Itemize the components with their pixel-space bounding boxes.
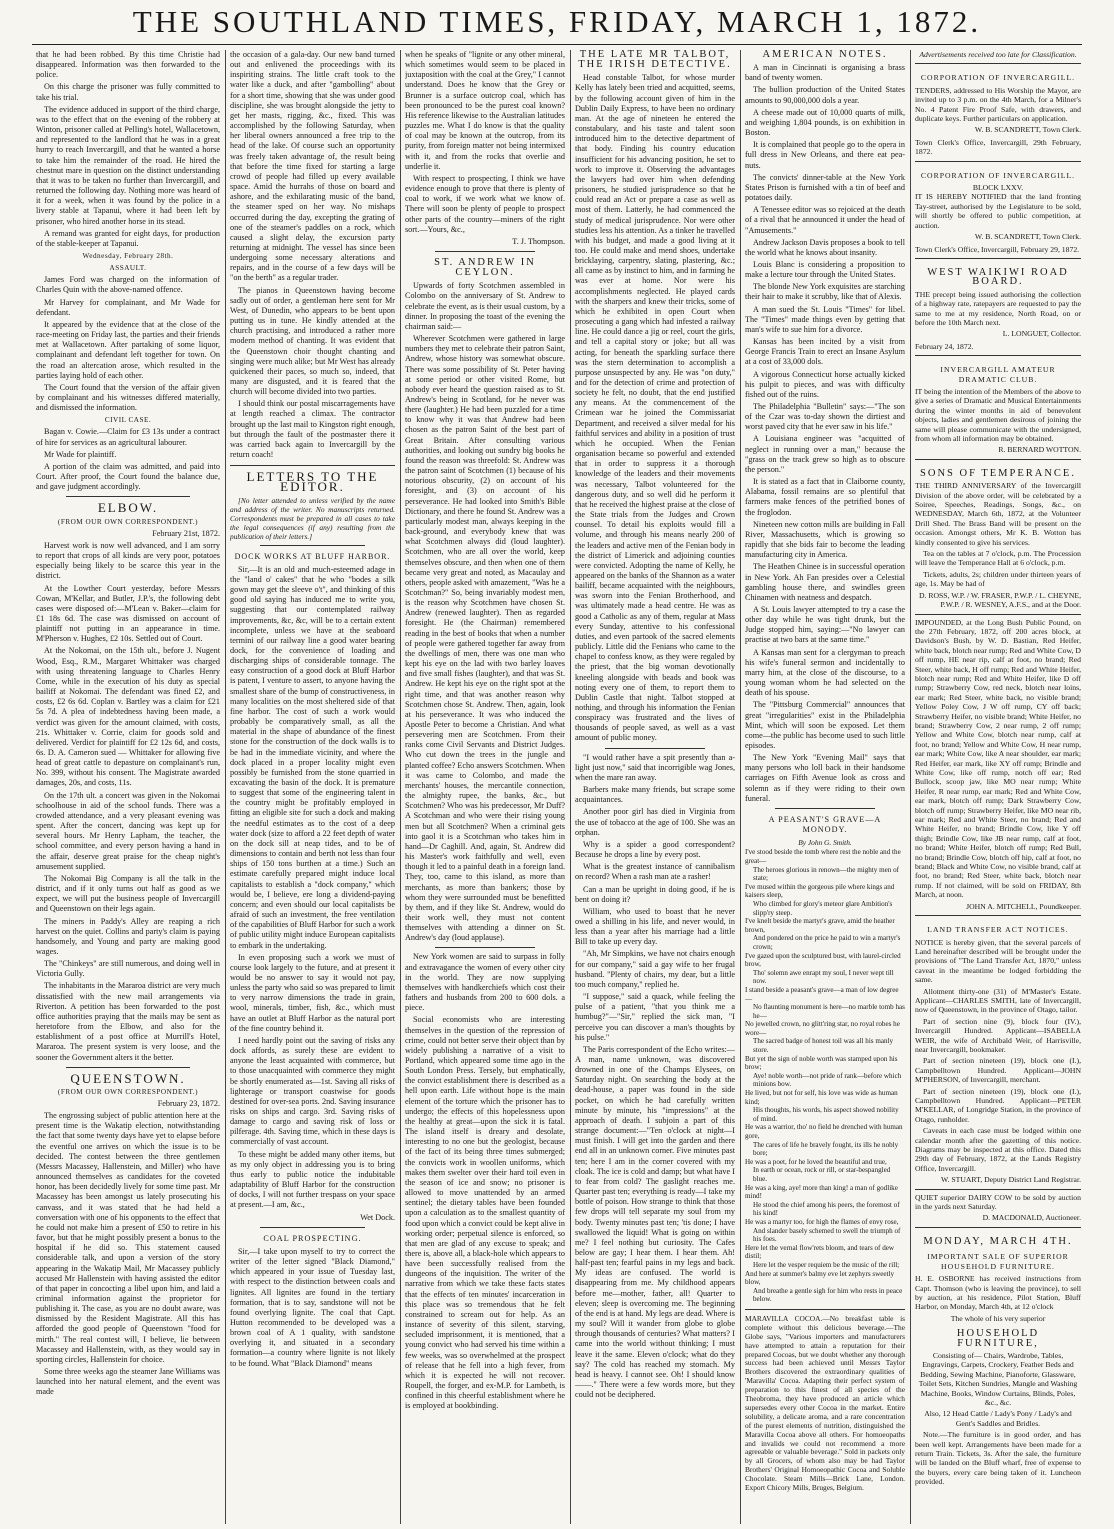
note-paragraph: A vigorous Connecticut horse actually kicked his pulpit to pieces, and was with difficulty fished out of the ruins. (745, 369, 905, 399)
ad-signature: R. BERNARD WOTTON. (998, 445, 1081, 455)
note-paragraph: Louis Blanc is considering a proposition to make a lecture tour through the United States. (745, 259, 905, 280)
poem-line: And breathe a gentle sigh for him who rests in peace below. (753, 1286, 903, 1304)
section-heading-talbot: THE LATE MR TALBOT, THE IRISH DETECTIVE. (578, 50, 732, 71)
ad-date: Town Clerk's Office, Invercargill, 29th February, 1872. (915, 137, 1081, 157)
poem-line: His thoughts, his words, his aspect showed nobility of mind. (753, 1106, 899, 1123)
section-rule (260, 545, 365, 546)
correspondent-line: (FROM OUR OWN CORRESPONDENT.) (57, 1087, 199, 1096)
ad-dramatic-club (915, 355, 1081, 455)
letter-paragraph: I need hardly point out the saving of risks any dock affords, as surely these are evident to anyone the least acquainted with commerce, but to those unacquainted with commerce they might be shortly enumerated as—1st. Saving all risks of lighterage or transport coastwise for goods destined for over-sea ports. 2nd. Saving insurance risks on ships and cargo. 3rd. Saving risks of damage to cargo and saving risk of loss or pilferage. 4th. Saving time, which in these days is commercially of vast account. (230, 1035, 395, 1147)
column-divider (225, 50, 226, 1524)
ad-impounded (915, 614, 1081, 912)
ad-body: IMPOUNDED, at the Long Bush Public Pound, on the 27th February, 1872, off 200 acres block, at Davidson's Bush, by W. D. Bastian, Red Heifer, white back, blotch near rump; Red and White Cow, D off rump, HE near rip, calf at foot, no brand; Red Steer, white back, H off rump; Red and White Heifer, blotch near rump; Red and White Heifer, like D off rump; Strawberry Cow, red neck, blotch near loins, ear mark; Red Steer, white back, no visible brand; Yellow Poley Cow, J W off rump, CY off back; Strawberry Heifer, no visible brand; White Heifer, no brand; Strawberry Cow, 2 near rump, 2 off rump; Yellow and White Cow, blotch near rump, calf at foot, no brand; Yellow and White Cow, H near rump, ear mark; White Cow, like A near shoulder, ear mark; Red Heifer, ear mark, like XY off rump; Brindle and White Cow, like off rump, notch off ear; Red Bullock, scoop jaw, like MO near rump; White Heifer, R near rump, ear mark; Red and White Cow, ear mark, blotch off rump; Dark Strawberry Cow, blotch off rump; Strawberry Heifer, like MO near rib, ear mark; Red and White Steer, no brand; Red and White Heifer, no brand; Brindle Cow, like Y off thigh; Brindle Cow, like JB near rump, calf at foot, no brand; White Heifer, blotch off rump; Red Bull, no brand; Brindle Cow, blotch off hip, calf at foot, no brand; Black and White Cow, no visible brand, calf at foot, no brand; Red Steer, white back, blotch near rump. If not claimed, will be sold on FRIDAY, 8th March, at noon. (915, 617, 1081, 900)
poem-line: And slander basely schemed to swell the triumph of his foes. (753, 1226, 901, 1244)
article-paragraph: that he had been robbed. By this time Christie had disappeared. Information was then forwarded to the police. (36, 50, 220, 80)
poem-line: Who climbed for glory's meteor glare Ambition's slipp'ry steep. (753, 899, 893, 917)
ad-heading: SONS OF TEMPERANCE. (920, 467, 1076, 479)
column-1 (36, 50, 220, 1524)
column-divider (400, 50, 401, 1524)
article-paragraph: The evidence adduced in support of the third charge, was to the effect that on the evening of the robbery at Winton, prisoner called at Pelling's hotel, Wallacetown, and represented to the landlord that he was in a great hurry to reach Invercargill, and that he wanted a horse to take him the remainder of the road. He hired the chestnut mare in question on the distinct understanding that it was to be taken no further than Invercargill, and returned the following day. Nothing more was heard of it for a week, when it was found by the police in a livery stable at Tapanui, where it had been left by prisoner, who hired another horse in its stead. (36, 104, 220, 226)
article-paragraph: The miners in Paddy's Alley are reaping a rich harvest on the quiet. Collins and party's claim is paying handsomely, and Young and party are making good wages. (36, 916, 220, 956)
ad-signature: D. ROSS, W.P. / W. FRASER, P.W.P. / L. CHEYNE, P.W.P. / R. WESNEY, A.F.S., and at the Door. (918, 590, 1081, 610)
poem-line: No jewelled crown, no glitt'ring star, no royal robes he wore— (745, 1020, 900, 1037)
ad-body: NOTICE is hereby given, that the several parcels of Land hereinafter described will be brought under the provisions of "The Land Transfer Act, 1870," unless caveat in the meantime be lodged forbidding the same. (915, 937, 1081, 985)
poem-line: He was a martyr too, for high the flames of envy rose, (745, 1217, 899, 1226)
note-paragraph: A Tenessee editor was so rejoiced at the death of a rival that he announced it under the head of "Amusements." (745, 205, 905, 235)
poem-line: Aye! noble worth—not pride of rank—before which minions bow. (753, 1071, 902, 1089)
ad-body: Also, 12 Head Cattle / Lady's Pony / Lady's and Gent's Saddles and Bridles. (924, 1409, 1072, 1428)
ad-temperance (915, 459, 1081, 610)
article-paragraph: the occasion of a gala-day. Our new band turned out and enlivened the proceedings with its inspiriting strains. The little craft took to the water like a duck, and after "gambolling" about for a short time, showing that she was under good discipline, she was brought alongside the jetty to get her masts, rigging, &c., fixed. This was accomplished by the following Saturday, when her liberal owners announced a free trip to the head of the lake. Of course such an opportunity was freely taken advantage of, the result being that before the time fixed for starting a large crowd of people had filled up every available space. Amid the hurrahs of those on board and ashore, and the exhilarating music of the band, the steamer sped on her way. No mishaps occurred during the day, excepting the grating of one of the steamer's paddles on a rock, which caused a slight delay, the excursion party returning at midnight. The vessel has since been undergoing some necessary alterations and repairs, and in the course of a few days will be "on the berth" as a regular trader. (230, 50, 395, 283)
column-3 (405, 50, 565, 1524)
ad-heading: HOUSEHOLD FURNITURE, (956, 1328, 1040, 1349)
ad-heading: MONDAY, MARCH 4TH. (923, 1235, 1073, 1247)
column-divider (740, 50, 741, 1524)
editorial-note: [No letter attended to unless verified by the name and address of the writer. No manuscripts returned. Correspondents must be prepared in all cases to take the legal consequences (if any) resulting from the publication of their letters.] (230, 495, 395, 541)
poem-line: He was a poet, for he loved the beautiful and true, (745, 1157, 887, 1166)
poem-line: And here at summer's balmy eve let zephyrs sweetly blow, (745, 1269, 895, 1287)
letter-paragraph: Sir,—It is an old and much-esteemed adage in the "land o' cakes" that he who "bodes a silk gown may get the sleeve o't", and thinking of this good old saying has induced me to write you, suggesting that our contemplated railway improvements, &c, &c, will be to a certain extent incomplete, unless we have at the seaboard termini of our railway line a good water bearing dock, for the convenience of loading and discharging ships of considerable tonnage. The easy construction of a good dock at Bluff Harbor is patent, I venture to assert, to anyone having the smallest share of the bump of constructiveness, in many localities on the most sheltered side of that fine harbor. The cost of such a work would probably be comparatively small, as all the material in the shape of abundance of the finest stone for the construction of the dock walls is to be had in the immediate vicinity, and where the dock placed in a proper locality might even possibly be furnished from the stone quarried in excavating the basin of the dock. It is premature to suggest that some of the engineering talent in the country might be profitably employed in fitting an eligible site for such a dock and making the needful estimates as to the cost of a deep water dock (size to afford a 22 feet depth of water on the dock sill at neap tides, and to be of dimensions to contain and berth not less than four ships of 150 tons burthen at a time.) Such an estimate carefully prepared might induce local capitalists to establish a "dock company," which would be, I believe, ere long a dividend-paying concern; and even should our local capitalists be afraid of such an investment, the free ventilation of the capabilities of Bluff Harbor for such a work of public utility might induce European capitalists to embark in the undertaking. (230, 564, 395, 950)
section-rule (260, 1227, 365, 1228)
article-paragraph: "I would rather have a spit presently than a-light just now," said that incorrigible wag Jones, when the mare ran away. (575, 752, 735, 782)
section-rule (745, 1309, 905, 1310)
article-paragraph: Barbers make many friends, but scrape some acquaintances. (575, 785, 735, 805)
ad-body: The whole of his very superior (950, 1313, 1046, 1323)
masthead (0, 0, 1114, 44)
poem-line: I've mused within the gorgeous pile where kings and kaisers sleep, (745, 882, 895, 900)
column-divider (570, 50, 571, 1524)
letter-paragraph: With respect to prospecting, I think we have evidence enough to prove that there is plenty of coal to work, if we work what we know of. There will soon be plenty of people to prospect other parts of the country—miners of the right sort.—Yours, &c., (405, 173, 565, 234)
poem-line: But yet the sign of noble worth was stamped upon his brow; (745, 1054, 898, 1072)
note-paragraph: A cheese made out of 10,000 quarts of milk, and weighing 1,804 pounds, is on exhibition in Boston. (745, 107, 905, 138)
article-paragraph: On this charge the prisoner was fully committed to take his trial. (36, 82, 220, 102)
ad-signature: W. B. SCANDRETT, Town Clerk. (974, 232, 1081, 242)
article-paragraph: The Nokomai Big Company is all the talk in the district, and if it only turns out half as good as we expect, we will put the business people of Invercargill and Queenstown on their legs again. (36, 873, 220, 914)
letter-paragraph: Sir,—I take upon myself to try to correct the writer of the letter signed "Black Diamond," which appeared in your issue of Tuesday last, with respect to the distinction between coals and lignites. All lignites are found in the tertiary formation, that is to say, sandstone will not be found overlying lignite. The coal that Capt. Hutton recommended to be developed was a brown coal of A 1 quality, with sandstone overlying it, and situated in a secondary formation—a country where lignite is not likely to be found. What "Black Diamond" means (230, 1246, 395, 1368)
note-paragraph: The "Pittsburg Commercial" announces that great "irregularities" exist in the Philadelphia Mint, which will soon be exposed. Let them come—the public has become used to such little episodes. (745, 700, 905, 750)
note-paragraph: The New York "Evening Mail" says that many persons who loll back in their handsome carriages on Fifth Avenue look as cross and solemn as if they were riding to their own funeral. (745, 753, 905, 803)
article-paragraph: Mr Wade for plaintiff. (44, 449, 117, 459)
note-paragraph: The Heathen Chinee is in successful operation in New York. Ah Fan presides over a Celestial gambling house there, and swindles green Chinamen with neatness and despatch. (745, 562, 905, 602)
ad-body: Tea on the tables at 7 o'clock, p.m. The Procession will leave the Temperance Hall at 6 o'clock, p.m. (915, 549, 1081, 568)
ad-signature: W. STUART, Deputy District Land Registrar. (940, 1175, 1081, 1185)
poem-line: Here let the vernal flow'rets bloom, and tears of dew distil; (745, 1243, 895, 1261)
newspaper-title: THE SOUTHLAND TIMES, FRIDAY, MARCH 1, 1872. (132, 4, 982, 39)
section-rule (66, 496, 190, 497)
article-paragraph: The engrossing subject of public attention here at the present time is the Wakatip election, notwithstanding the fact that some twenty days have yet to elapse before the eventful one arrives on which the issue is to be decided. The contest between the three gentlemen (Messrs Macassey, Hallenstein, and Miller) who have announced themselves as candidates for the coveted honor, has been decidedly lively for some time past. Mr Macassey has been amongst us lately prosecuting his canvass, and it was stated that he had held a conversation with one of his opponents to the effect that he could not make him a present of £50 to retire in his favor, but that he might possibly present a bonus to the hospital if he did so. This statement caused considerable talk, and upon a version of the story appearing in the Wakatip Mail, Mr Macassey publicly accused Mr Hallenstein with having assisted the editor of that paper in concocting a libel upon him, and laid a criminal information against the proprietor for publishing it. The case, as you are no doubt aware, was dismissed by the Resident Magistrate. All this has afforded the good people of Queenstown "food for mirth." The real contest will, I believe, lie between Macassey and Hallenstein, with, as they would say in sporting circles, Hallenstein for choice. (36, 1111, 220, 1364)
article-paragraph: James Ford was charged on the information of Charles Quin with the above-named offence. (36, 275, 220, 295)
article-paragraph: Mr Harvey for complainant, and Mr Wade for defendant. (36, 297, 220, 317)
ad-body: Allotment thirty-one (31) of M'Master's Estate. Applicant—CHARLES SMITH, late of Invercargill, now of Queenstown, in the province of Otago, tailor. (915, 986, 1081, 1015)
poem-line: He was a warrior, tho' no field he drenched with human gore, (745, 1123, 903, 1140)
section-rule (605, 748, 705, 749)
ad-signature: W. B. SCANDRETT, Town Clerk. (974, 125, 1081, 135)
poem-line: He lived, but not for self, his love was wide as human kind; (745, 1089, 898, 1106)
poem-author: By John G. Smith. (798, 838, 852, 848)
ad-heading: CORPORATION OF INVERCARGILL. (920, 170, 1076, 180)
ad-corporation-tenders (915, 63, 1081, 156)
article-paragraph: What is the greatest instance of cannibalism on record? When a rash man ate a rasher! (575, 862, 735, 882)
section-heading-elbow: ELBOW. (97, 500, 159, 516)
poem-line: He stood the chief among his peers, the foremost of his kind! (753, 1200, 900, 1218)
column-4 (575, 50, 735, 1524)
column-2 (230, 50, 395, 1524)
ad-date: Town Clerk's Office, Invercargill, February 29, 1872. (915, 244, 1080, 254)
article-paragraph: Why is a spider a good correspondent? Because he drops a line by every post. (575, 839, 735, 860)
correspondent-line: (FROM OUR OWN CORRESPONDENT.) (57, 517, 199, 526)
article-paragraph: It appeared by the evidence that at the close of the race-meeting on Friday last, the parties and their friends met at Wallacetown. After partaking of some liquor, complainant and defendant left together for town. On the road an altercation arose, which resulted in the parties laying hold of each other. (36, 319, 220, 380)
ad-body: TENDERS, addressed to His Worship the Mayor, are invited up to 3 p.m. on the 4th March, for a Milner's No. 4 Patent Fire Proof Safe, with drawers, and duplicate keys. Further particulars on application. (915, 85, 1081, 124)
poem-title: A PEASANT'S GRAVE—A MONODY. (768, 814, 882, 835)
article-paragraph: At the Nokomai, on the 15th ult., before J. Nugent Wood, Esq., R.M., Margaret Whittaker was charged with using threatening language to Charles Henry Come, while in the execution of his duty as special bailiff at Nokomai. The defendant was fined £2, and costs, £2 6s 6d. Coplan v. Bartley was a claim for £21 5s 7d. A plea of indebtedness having been made, a verdict was given for the amount claimed, with costs, 21s. Whittaker v. Corrie, claim for goods sold and delivered. Verdict for plaintiff for £2 12s 6d, and costs, 6s. D. A. Cameron sued — Whittaker for allowing five head of great cattle to depasture on complainant's run, No. 399, without his consent. The Magistrate awarded damages, 20s, and costs, 11s. (36, 646, 220, 788)
article-paragraph: Some three weeks ago the steamer Jane Williams was launched into her natural element, and the event was made (36, 1367, 220, 1397)
note-paragraph: It is complained that people go to the opera in full dress in New Orleans, and there eat pea-nuts. (745, 140, 905, 170)
note-paragraph: The blonde New York exquisites are starching their hair to make it scrubby, like that of Alexis. (745, 282, 905, 302)
note-paragraph: It is stated as a fact that in Claiborne county, Alabama, fossil remains are so plentiful that farmers make fences of the petrified bones of the froglodon. (745, 477, 905, 517)
note-paragraph: A man in Cincinnati is organising a brass band of twenty women. (745, 63, 905, 83)
ad-heading: INVERCARGILL AMATEUR DRAMATIC CLUB. (940, 365, 1056, 384)
article-paragraph: A portion of the claim was admitted, and paid into Court. After proof, the Court found the balance due, and gave judgment accordingly. (36, 461, 220, 492)
ad-body: THE THIRD ANNIVERSARY of the Invercargill Division of the above order, will be celebrated by a Soiree, Speeches, Readings, Songs, &c., on WEDNESDAY, March 6th, 1872, at the Volunteer Drill Shed. The Brass Band will be present on the occasion. Amongst others, Mr K. B. Wotton has kindly consented to give his services. (915, 481, 1081, 547)
section-rule (435, 947, 535, 948)
section-heading-american: AMERICAN NOTES. (762, 50, 888, 60)
letter-heading: COAL PROSPECTING. (263, 1233, 362, 1243)
article-paragraph: At the Lowther Court yesterday, before Messrs Cowan, M'Kellar, and Butler, J.P.'s, the following debt cases were disposed of:—M'Lean v. Baker—claim for £1 18s 6d. The case was dismissed on account of plaintiff not putting in an appearance in time. M'Pherson v. Hughes, £2 10s. Settled out of Court. (36, 583, 220, 644)
poem-line: The cares of life he bravely fought, its ills he nobly bore; (753, 1140, 899, 1158)
ad-signature: JOHN A. MITCHELL, Poundkeeper. (966, 901, 1081, 911)
cocoa-advertisement: MARAVILLA COCOA.—No breakfast table is complete without this delicious beverage.—The Globe says, "Various importers and manufacturers have attempted to attain a reputation for their prepared Cocoas, but we doubt whether any thorough success had been achieved until Messrs Taylor Brothers discovered the extraordinary qualities of 'Maravilla' Cocoa. Adapting their perfect system of preparation to this finest of all species of the Theobroma, they have produced an article which supersedes every other Cocoa in the market. Entire solubility, a delicate aroma, and a rare concentration of the purest elements of nutrition, distinguished the Maravilla Cocoa above all others. For homoeopaths and invalids we could not recommend a more agreeable or valuable beverage." Sold in packets only by all Grocers, of whom also may be had Taylor Brothers' Original Homoeopathic Cocoa and Soluble Chocolate. Steam Mills—Brick Lane, London. Export Chicory Mills, Bruges, Belgium. (745, 1313, 905, 1493)
ad-corporation-block (915, 161, 1081, 254)
ad-dairy-cow (915, 1189, 1081, 1223)
article-paragraph: The Court found that the version of the affair given by complainant and his witnesses differed materially, and dismissed the information. (36, 382, 220, 413)
column-5 (745, 50, 905, 1524)
poem-line: And pondered on the price he paid to win a martyr's crown; (753, 934, 901, 951)
article-paragraph: Can a man be upright in doing good, if he is bent on doing it? (575, 884, 735, 904)
ad-signature: D. MACDONALD, Auctioneer. (982, 1213, 1081, 1223)
ad-body: Note.—The furniture is in good order, and has been well kept. Arrangements have been made for a return Train. Tickets, 3s. After the sale, the furniture will be landed on the Bluff wharf, free of expense to the buyers, every care being taken of it. Luncheon provided. (915, 1430, 1081, 1487)
poem-line: In earth or ocean, rock or rill, or star-bespangled blue. (753, 1166, 891, 1183)
poem-line: I stand beside a peasant's grave—a man of low degree— (745, 985, 899, 1003)
ad-body: Part of section nineteen (19), block one (I.), Campbelltown Hundred. Applicant—JOHN M'PHERSON, of Invercargill, merchant. (915, 1056, 1081, 1085)
poem-line: The sacred badge of honest toil was all his manly store. (753, 1037, 894, 1055)
advertisements-heading: Advertisements received too late for Classification. (919, 50, 1077, 59)
ad-body: Part of section nine (9), block four (IV.), Invercargill Hundred. Applicant—ISABELLA WEIR, the wife of Archibald Weir, of Harrisville, near Invercargill, bookmaker. (915, 1016, 1081, 1054)
ad-body: IT IS HEREBY NOTIFIED that the land fronting Tay-street, authorised by the Legislature to be sold, will shortly be offered to public competition, at auction. (915, 192, 1081, 230)
article-paragraph: New York women are said to surpass in folly and extravagance the women of every other city in the world. They are now supplying themselves with handkerchiefs which cost their fathers and husbands from 200 to 600 dols. a piece. (405, 952, 565, 1013)
ad-heading: WEST WAIKIWI ROAD BOARD. (927, 266, 1069, 288)
poem-line: The heroes glorious in renown—the mighty men of state; (753, 865, 899, 883)
poem-line: He was a king, aye! more than king! a man of godlike mind! (745, 1183, 898, 1201)
section-heading-queenstown: QUEENSTOWN. (70, 1070, 186, 1086)
ad-heading: CORPORATION OF INVERCARGILL. (920, 73, 1076, 83)
section-rule (775, 808, 875, 809)
ad-road-board (915, 258, 1081, 351)
poem-line: Here let the vesper requiem be the music of the rill; (753, 1260, 900, 1269)
ad-body: Part of section nineteen (19), block one (I.), Campbelltown Hundred. Applicant—PETER M'KELLAR, of Longridge Station, in the province of Otago, runholder. (915, 1086, 1081, 1124)
note-paragraph: The convicts' dinner-table at the New York States Prison is furnished with a tin of beef and potatoes daily. (745, 172, 905, 203)
note-paragraph: A Louisiana engineer was "acquitted of neglect in running over a man," because the "grass on the track grew so high as to obscure the person." (745, 434, 905, 474)
note-paragraph: Andrew Jackson Davis proposes a book to tell the world what he knows about insanity. (745, 237, 905, 257)
article-paragraph: Upwards of forty Scotchmen assembled in Colombo on the anniversary of St. Andrew to celebrate the event, as is their usual custom, by a dinner. In proposing the toast of the evening the chairman said:— (405, 281, 565, 331)
article-paragraph: Social economists who are interesting themselves in the question of the repression of crime, could not better serve their object than by widely publishing a narrative of a visit to Portland, which appeared some time ago in the South London Press. Tersely, but emphatically, the convict establishment there is described as a hell upon earth. Life without hope is the main element of the torture which the prisoner has to undergo; the effects of this hopelessness upon the healthy at great—upon the sick it is fatal. The island itself is dreary and desolate, interesting to no one but the geologist, because of the fact of its being three times submerged; the convicts work in woollen uniforms, which makes them swelter over their hard toil even in the season of ice and snow; no prisoner is allowed to move unattended by an armed sentinel; the dietary tables have been founded upon a calculation as to the smallest quantity of food upon which a convict could be kept alive in working order; perpetual silence is enforced, so that men are glad of any excuse to speak; and there is, above all, a black-hole which appears to have been successfully realised from the dungeons of the inquisition. The writer of the narrative from which we take these facts states that the effects of ten minutes' incarceration in this place was so tremendous that he felt constrained to scream out for help. As an instance of severity of this silent, starving, secluded imprisonment, it is mentioned, that a young convict who had served his time within a few weeks, was so overwhelmed at the prospect of release that he fell into a high fever, from which it is expected he will not recover. Roupell, the forger, and ex-M.P. for Lambeth, is confined in this cheerful establishment where he is employed at bookbinding. (405, 1015, 565, 1411)
ad-signature: L. LONGUET, Collector. (1002, 329, 1081, 339)
ad-land-transfer (915, 915, 1081, 1185)
note-paragraph: The Philadelphia "Bulletin" says:—"The son of the Czar was to-day shown the dirtiest and worst paved city that he ever saw in his life." (745, 402, 905, 432)
poem-line: Tho' solemn awe enrapt my soul, I never wept till now. (753, 968, 894, 986)
ad-body: QUIET superior DAIRY COW to be sold by auction in the yards next Saturday. (915, 1192, 1081, 1212)
ad-body: IT being the intention of the Members of the above to give a series of Dramatic and Musical Entertainments during the winter months in aid of benevolent objects, ladies and gentlemen desirous of joining the same will please communicate with the undersigned, from whom all information may be obtained. (915, 386, 1081, 443)
ad-heading: LAND TRANSFER ACT NOTICES. (927, 925, 1069, 935)
letter-signature: Wet Dock. (360, 1212, 395, 1222)
article-paragraph: Wherever Scotchmen were gathered in large numbers they met to celebrate their patron Saint, Andrew, whose history was somewhat obscure. There was some possibility of St. Peter having at some period or other visited Rome, but nobody ever heard the question raised as to St. Andrew's being in Scotland, for he never was there (laughter.) He had been puzzled for a time to know why it was that Andrew had been chosen as the patron Saint of the best part of Great Britain. After consulting various authorities, and looking out sundry big books he found the reason was threefold: St. Andrew was the patron saint of Scotchmen (1) because of his notorious obscurity, (2) on account of his foresight, and (3) on account of his perseverance. He had looked into Smith's Bible Dictionary, and there he found St. Andrew was a particularly modest man, always keeping in the back-ground, and everybody knew that was what Scotchmen always did (loud laughter). Scotchmen, who are all over the world, keep themselves obscure, and then when one of them became very great and noted, as Macaulay and others, people asked with amazement, "Was he a Scotchman?" So, being invariably modest men, is the reason why Scotchmen have chosen St. Andrew (renewed laughter). Then as regarded foresight. He (the Chairman) remembered reading in the best of books that when a number of people were gathered together far away from the dwellings of men, there was one man who kept his eye on the lad with two barley loaves and five small fishes (laughter), and that was St. Andrew. He kept his eye on the right spot at the right time, and that was another reason why Scotchmen chose St. Andrew. Then, again, look at his perseverance. It was who induced the Apostle Peter to become a Christian. And what persevering men are Scotchmen. From their ranks come Civil Servants and District Judges. Who cut down the trees in the jungle and planted coffee? Echo answers Scotchmen. When it was came to Colombo, and made the merchants' houses, the mercantile connection, the almighty rupee, the banks, &c., but Scotchmen? Who was his predecessor, Mr Duff? A Scotchman and who were their rising young men but all Scotchmen? When a criminal gets into gaol it is a Scotchman who takes him in hand—Dr Caghill. And, again, St. Andrew did his Master's work faithfully and well, even though it led to a painful death in a foreign land. They, too, came to this island, as more than merchants, as more than bankers; those by whom they were surrounded must be benefitted by them, and if they like St. Andrew, would do their work well, they must not content themselves with attending a dinner on St. Andrew's day (loud applause). (405, 334, 565, 943)
ad-body: Tickets, adults, 2s; children under thirteen years of age, 1s. May be had of (915, 569, 1081, 589)
poem-line: I've gazed upon the sculptured bust, with laurel-circled brow, (745, 951, 901, 969)
article-paragraph: Another poor girl has died in Virginia from the use of tobacco at the age of 100. She was an orphan. (575, 807, 735, 837)
article-paragraph: William, who used to boast that he never owed a shilling in his life, and never would, in less than a year after his marriage had a little Bill to take up every day. (575, 906, 735, 947)
article-paragraph: The Paris correspondent of the Echo writes:—A man, name unknown, was discovered drowned in one of the Champs Elysees, on Saturday night. On searching the body at the dead-house, a paper was found in the side pocket, on which he had carefully written minute by minute, his "impressions" at the approach of death. I subjoin a part of this strange document:—"Ten o'clock at night—I must finish. I will get into the garden and there end all in an unknown corner. Five minutes past ten; here I am in the corner covered with my cloak. The ice is cold and damp; but what have I to fear from cold? The gaslight reaches me. Quarter past ten; everything is ready—I take my bottle of poison. How strange to think that those few drops will tell separate my soul from my body. Twenty minutes past ten; 'tis done; I have swallowed the liquid! What is going on within me? I feel nothing but curiosity. The Cafes below are gay; I hear them. I hear them. Ah! half-past ten; fearful pains in my legs and back. My ideas are confused. The world is disappearing from me. My childhood appears before me—mother, father, all! Quarter to eleven; sleep is overcoming me. The beginning of the end is at hand. My legs are dead. Where is my soul? Will it wander from globe to globe through thousands of centuries? What matters? I came into the world without thinking; I must leave it the same. Eleven o'clock; what do they say? The cold has reached my stomach. My head is heavy. I cannot see. Oh! I should know ——." There were a few words more, but they could not be deciphered. (575, 1044, 735, 1400)
case-heading: ASSAULT. (109, 264, 147, 273)
section-rule (435, 251, 535, 252)
column-6-advertisements (915, 50, 1081, 1524)
ad-subheading: BLOCK LXXV. (972, 183, 1024, 193)
article-paragraph: Head constable Talbot, for whose murder Kelly has lately been tried and acquitted, seems, by the following account given of him in the Dublin Daily Express, to have been no ordinary man. At the age of nineteen he entered the constabulary, and his taste and talent soon introduced him to the detective department of that body. Finding his country education insufficient for his advancing position, he set to work to improve it. Observing the advantages the lawyers had over him when defending prisoners, he studied jurisprudence so that he could read an Act or prepare a case as well as most of them. Latterly, he had commenced the study of medical jurisprudence. Nor were other studies less his attention. As a tinker he travelled with his budget, and made a good living at it too. He could make and mend shoes, undertake bricklaying, carpentry, slating, plastering, &c.; all came as by instinct to him, and in farming he was ever at home. Nor were his accomplishments neglected. He played cards with the sharpers and knew their tricks, some of which he exhibited in open Court when prosecuting a gang which had infested a railway line. He could dance a jig or reel, court the girls, and tell a capital story or joke; but all was acting, for beneath the sparkling surface there was the stern determination to accomplish a purpose unsuspected by any. He was "on duty," and for the detection of crime and protection of society he felt, no doubt, that the end justified any means. At the commencement of the Crimean war he joined the Commissariat Department, and received a silver medal for his faithful services and ability in a position of trust which he occupied. When the Fenian organisation became so powerful and extended that in order to suppress it a thorough knowledge of the leaders and their movements was necessary, Talbot volunteered for the dangerous duty, and so well did he perform it that he received the highest praise at the close of the State trials from the Judges and Crown counsel. To detail his exploits would fill a volume, and through his means nearly 200 of the leaders and active men of the Fenian body in the district of Limerick and adjoining counties were convicted. Adopting the name of Kelly, he appeared on the banks of the Shannon as a water bailiff, became acquainted with the neighbours, was sworn into the Fenian Brotherhood, and was ultimately made a head centre. He was as good a Catholic as any of them, regular at Mass every Sunday, attentive to his confessional duties, and even partook of the sacred elements publicly. Little did the Fenians who came to the chapel to confess know, as they were regaled by the priest, that the big woman devotionally kneeling alongside with beads and book was noting every one of them, to report them to Dublin Castle that night. Talbot stopped at nothing, and through his information the Fenian conspiracy was frustrated and the lives of thousands of people saved, as well as a vast amount of public money. (575, 73, 735, 743)
date-heading: Wednesday, February 28th. (82, 251, 174, 260)
masthead-rule (32, 44, 1082, 45)
article-paragraph: "I suppose," said a quack, while feeling the pulse of a patient, "that you think me a humbug?"—"Sir," replied the sick man, "I perceive you can discover a man's thoughts by his pulse." (575, 992, 735, 1042)
ad-body: THE precept being issued authorising the collection of a highway rate, ratepayers are requested to pay the same to me at my residence, North Road, on or before the 10th March next. (915, 289, 1081, 327)
article-paragraph: "Ah, Mr Simpkins, we have not chairs enough for our company," said a gay wife to her frugal husband. "Plenty of chairs, my dear, but a little too much company," replied he. (575, 949, 735, 989)
letter-paragraph: To these might be added many other items, but as my only object in addressing you is to bring thus early to public notice the indubitable adaptability of Bluff Harbor for the construction of docks, I will not further trespass on your space at present.—I am, &c., (230, 1149, 395, 1210)
article-paragraph: The pianos in Queenstown having become sadly out of order, a gentleman here sent for Mr West, of Dunedin, who appears to be bent upon putting us in tune. He kindly attended at the church practising, and introduced a rather more modern method of chanting. It was evident that the Queenstown choir thought chanting and singing were much alike; but Mr West has already quickened their paces, so much so, indeed, that many are disgusted, and it is feared that the church will become divided into two parties. (230, 285, 395, 397)
ad-heading: IMPORTANT SALE OF SUPERIOR HOUSEHOLD FURNITURE. (927, 1252, 1069, 1271)
article-paragraph: On the 17th ult. a concert was given in the Nokomai schoolhouse in aid of the school funds. There was a crowded attendance, and a very pleasant evening was spent. After the concert, dancing was kept up for several hours. Mr Henry Lapham, the teacher, the school committee, and every person having a hand in the affair, deserve great praise for the cheap night's amusement supplied. (36, 790, 220, 871)
ad-furniture-sale (915, 1227, 1081, 1487)
case-heading: CIVIL CASE. (104, 416, 152, 425)
note-paragraph: The bullion production of the United States amounts to 90,000,000 dols a year. (745, 85, 905, 105)
ad-body: Consisting of— Chairs, Wardrobe, Tables, Engravings, Carpets, Crockery, Feather Beds and Bedding, Sewing Machine, Pianoforte, Glassware, Toilet Sets, Kitchen Sundries, Mangle and Washing Machine, Books, Window Curtains, Blinds, Poles, &c., &c. (918, 1350, 1078, 1407)
letter-paragraph: when he speaks of "lignite or any other mineral, which sometimes would seem to be placed in juxtaposition with the coal at the Grey," I cannot understand. Does he know that the Grey or Brunner is a surface outcrop coal, which has been pronounced to be the purest coal known? His reference likewise to the Australian latitudes puzzles me. What I do know is that the quality of coal may be known at the outcrop, from its purity, from foreign matter not being intermixed with it, and from the rocks that overlie and underlie it. (405, 50, 565, 171)
letter-signature: T. J. Thompson. (512, 236, 565, 246)
dateline: February 23, 1872. (157, 1099, 220, 1108)
ad-date: February 24, 1872. (915, 341, 974, 351)
section-heading-andrew: ST. ANDREW IN CEYLON. (434, 256, 536, 279)
note-paragraph: Nineteen new cotton mills are building in Fall River, Massachusetts, which is growing so rapidly that she bids fair to become the leading manufacturing city in America. (745, 519, 905, 560)
section-heading-letters: LETTERS TO THE EDITOR. (246, 469, 379, 495)
dateline: February 21st, 1872. (152, 528, 220, 538)
note-paragraph: A Kansas man sent for a clergyman to preach his wife's funeral sermon and incidentally to marry him, at the close of the discourse, to a young woman whom he had selected on the death of his spouse. (745, 647, 905, 698)
note-paragraph: Kansas has been incited by a visit from George Francis Train to erect an Insane Asylum at a cost of 33,000 dols. (745, 337, 905, 367)
article-paragraph: Harvest work is now well advanced, and I am sorry to report that crops of all kinds are very poor, potatoes especially being likely to be scarce this year in the district. (36, 540, 220, 581)
note-paragraph: A St. Louis lawyer attempted to try a case the other day while he was tight drunk, but the Judge stopped him, saying:—"No lawyer can practise at two bars at the same time." (745, 604, 905, 645)
ad-body: H. E. OSBORNE has received instructions from Capt. Thomson (who is leaving the province), to sell by auction, at his residence, Pilot Station, Bluff Harbor, on Monday, March 4th, at 12 o'clock (915, 1274, 1081, 1312)
poem-line: No flaunting monument is here—no marble tomb has he— (753, 1003, 905, 1020)
poem-body (745, 848, 905, 1303)
article-paragraph: A remand was granted for eight days, for production of the stable-keeper at Tapanui. (36, 228, 220, 248)
poem-line: I've stood beside the tomb where rest the noble and the great— (745, 848, 901, 865)
note-paragraph: A man sued the St. Louis "Times" for libel. The "Times" made things even by getting that man's wife to sue him for a divorce. (745, 304, 905, 334)
article-paragraph: The inhabitants in the Mararoa district are very much dissatisfied with the new mail arrangements via Riverton. A petition has been forwarded to the post office authorities praying that the mails may be sent as heretofore from the Elbow, and also for the establishment of a post office at Murrill's Hotel, Mararoa. The present system is very loose, and the sooner the Government alters it the better. (36, 981, 220, 1062)
article-paragraph: Bagan v. Cowie.—Claim for £3 13s under a contract of hire for services as an agricultural labourer. (36, 427, 220, 447)
article-paragraph: The "Chinkeys" are still numerous, and doing well in Victoria Gully. (36, 959, 220, 979)
letter-paragraph: In even proposing such a work we must of course look largely to the future, and at present it would be no answer to say it would not pay, unless the party who said so was prepared to limit to very narrow dimensions the trade in grain, wool, minerals, timber, fish, &c., which must have an outlet at Bluff Harbor as the natural port of the fine country behind it. (230, 952, 395, 1033)
poem-line: I've knelt beside the martyr's grave, amid the heather brown, (745, 917, 895, 934)
article-paragraph: I should think our postal miscarragements have at length reached a climax. The contractor brought up the last mail to Kingston right enough, but through the fault of the postmaster there it was carried back again to Invercargill by the return coach! (230, 399, 395, 460)
column-divider (910, 50, 911, 1524)
letter-heading: DOCK WORKS AT BLUFF HARBOR. (234, 551, 391, 561)
ad-body: Caveats in each case must be lodged within one calendar month after the gazetting of this notice. Diagrams may be inspected at this office. Dated this 29th day of February, 1872, at the Lands Registry Office, Invercargill. (915, 1126, 1081, 1173)
section-rule (66, 1067, 190, 1068)
section-rule (230, 465, 395, 466)
